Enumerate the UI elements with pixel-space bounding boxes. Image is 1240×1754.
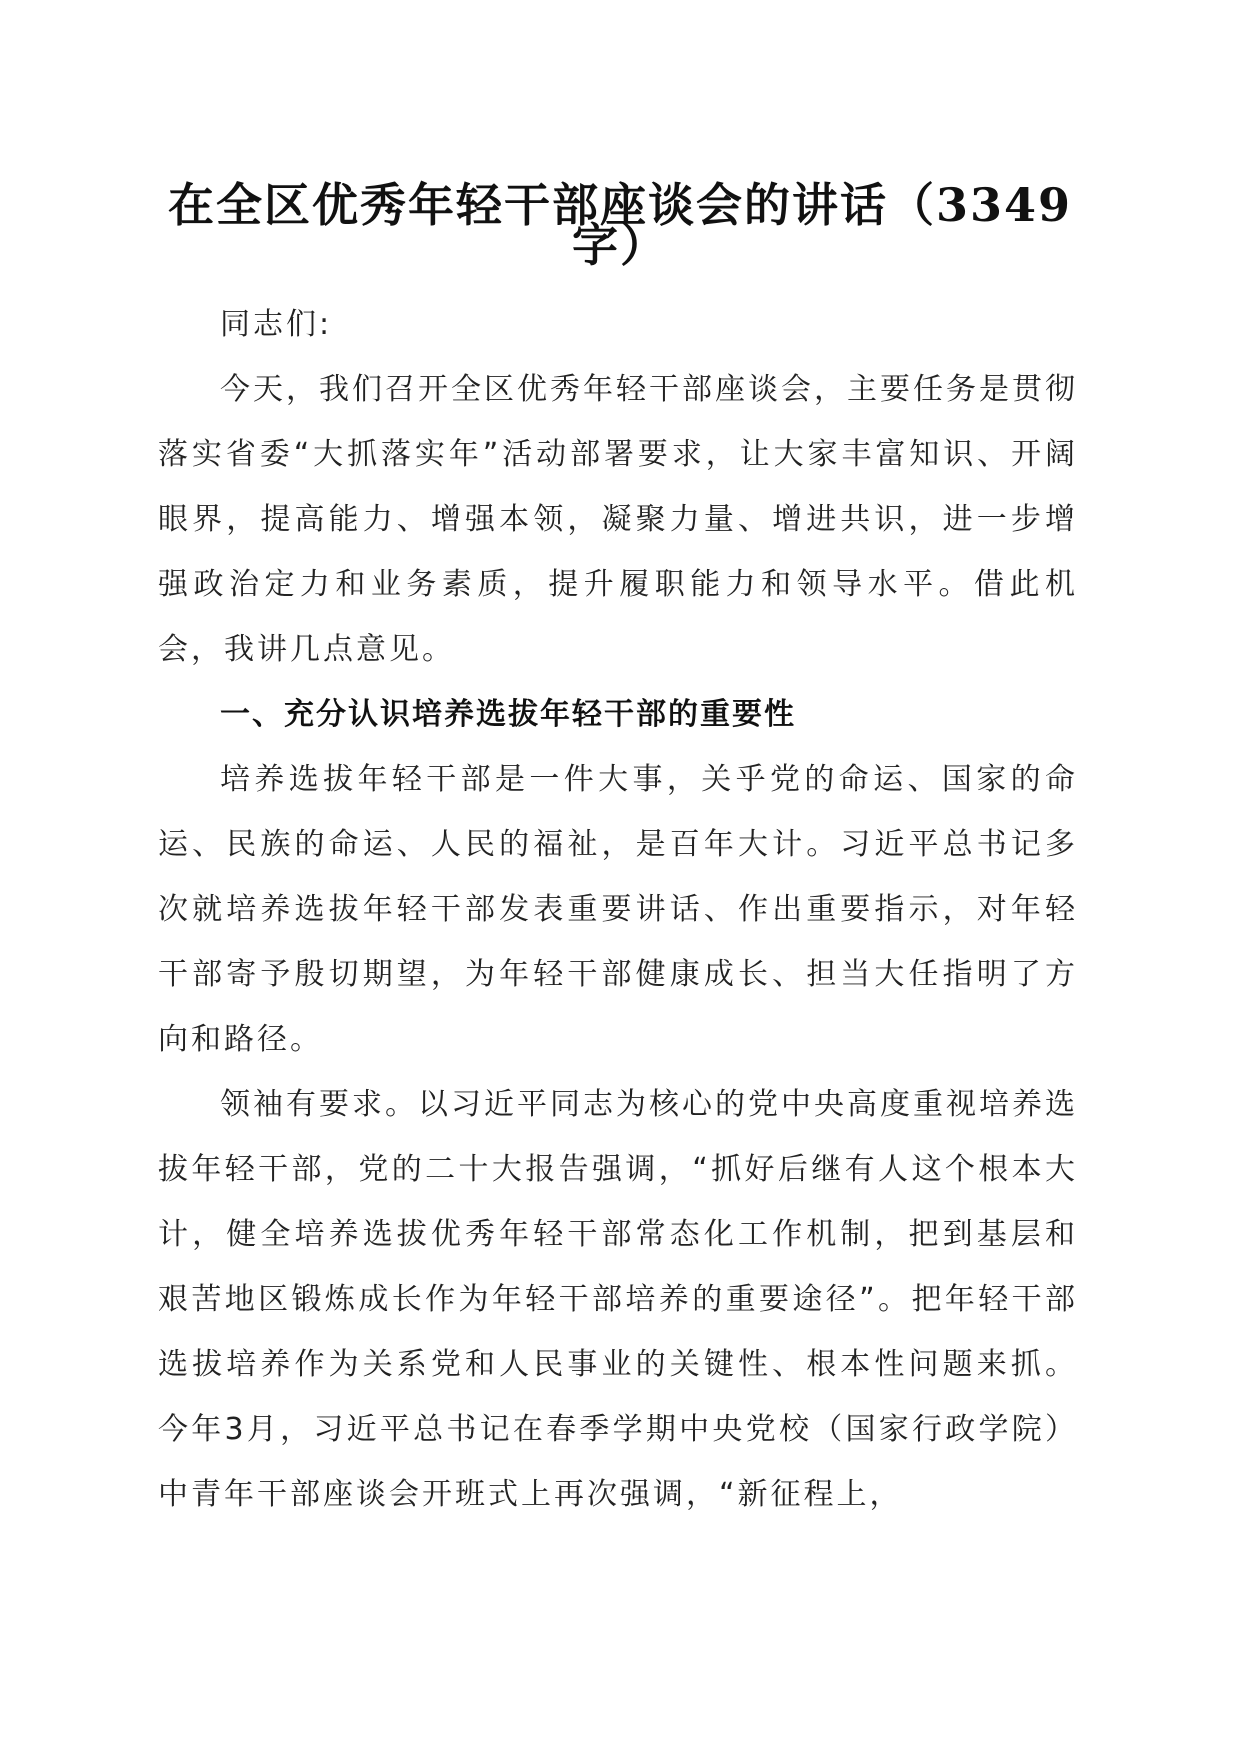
section1-paragraph-2: 领袖有要求。以习近平同志为核心的党中央高度重视培养选拔年轻干部，党的二十大报告强调，“抓好后继有人这个根本大计，健全培养选拔优秀年轻干部常态化工作机制，把到基层和艰苦地区锻炼成长作为年轻干部培养的重要途径”。把年轻干部选拔培养作为关系党和人民事业的关键性、根本性问题来抓。今年3月，习近平总书记在春季学期中央党校（国家行政学院）中青年干部座谈会开班式上再次强调，“新征程上， <box>158 1087 1078 1512</box>
document-body <box>158 292 1078 1527</box>
document-title-line-1: 在全区优秀年轻干部座谈会的讲话（3349 <box>167 178 1073 232</box>
salutation: 同志们: <box>220 307 333 342</box>
document-title-line-2: 字） <box>572 218 668 272</box>
section1-paragraph-1: 培养选拔年轻干部是一件大事，关乎党的命运、国家的命运、民族的命运、人民的福祉，是百年大计。习近平总书记多次就培养选拔年轻干部发表重要讲话、作出重要指示，对年轻干部寄予殷切期望，为年轻干部健康成长、担当大任指明了方向和路径。 <box>158 762 1078 1057</box>
intro-paragraph: 今天，我们召开全区优秀年轻干部座谈会，主要任务是贯彻落实省委“大抓落实年”活动部署要求，让大家丰富知识、开阔眼界，提高能力、增强本领，凝聚力量、增进共识，进一步增强政治定力和业务素质，提升履职能力和领导水平。借此机会，我讲几点意见。 <box>158 372 1078 667</box>
section-heading-1: 一、充分认识培养选拔年轻干部的重要性 <box>220 697 796 732</box>
